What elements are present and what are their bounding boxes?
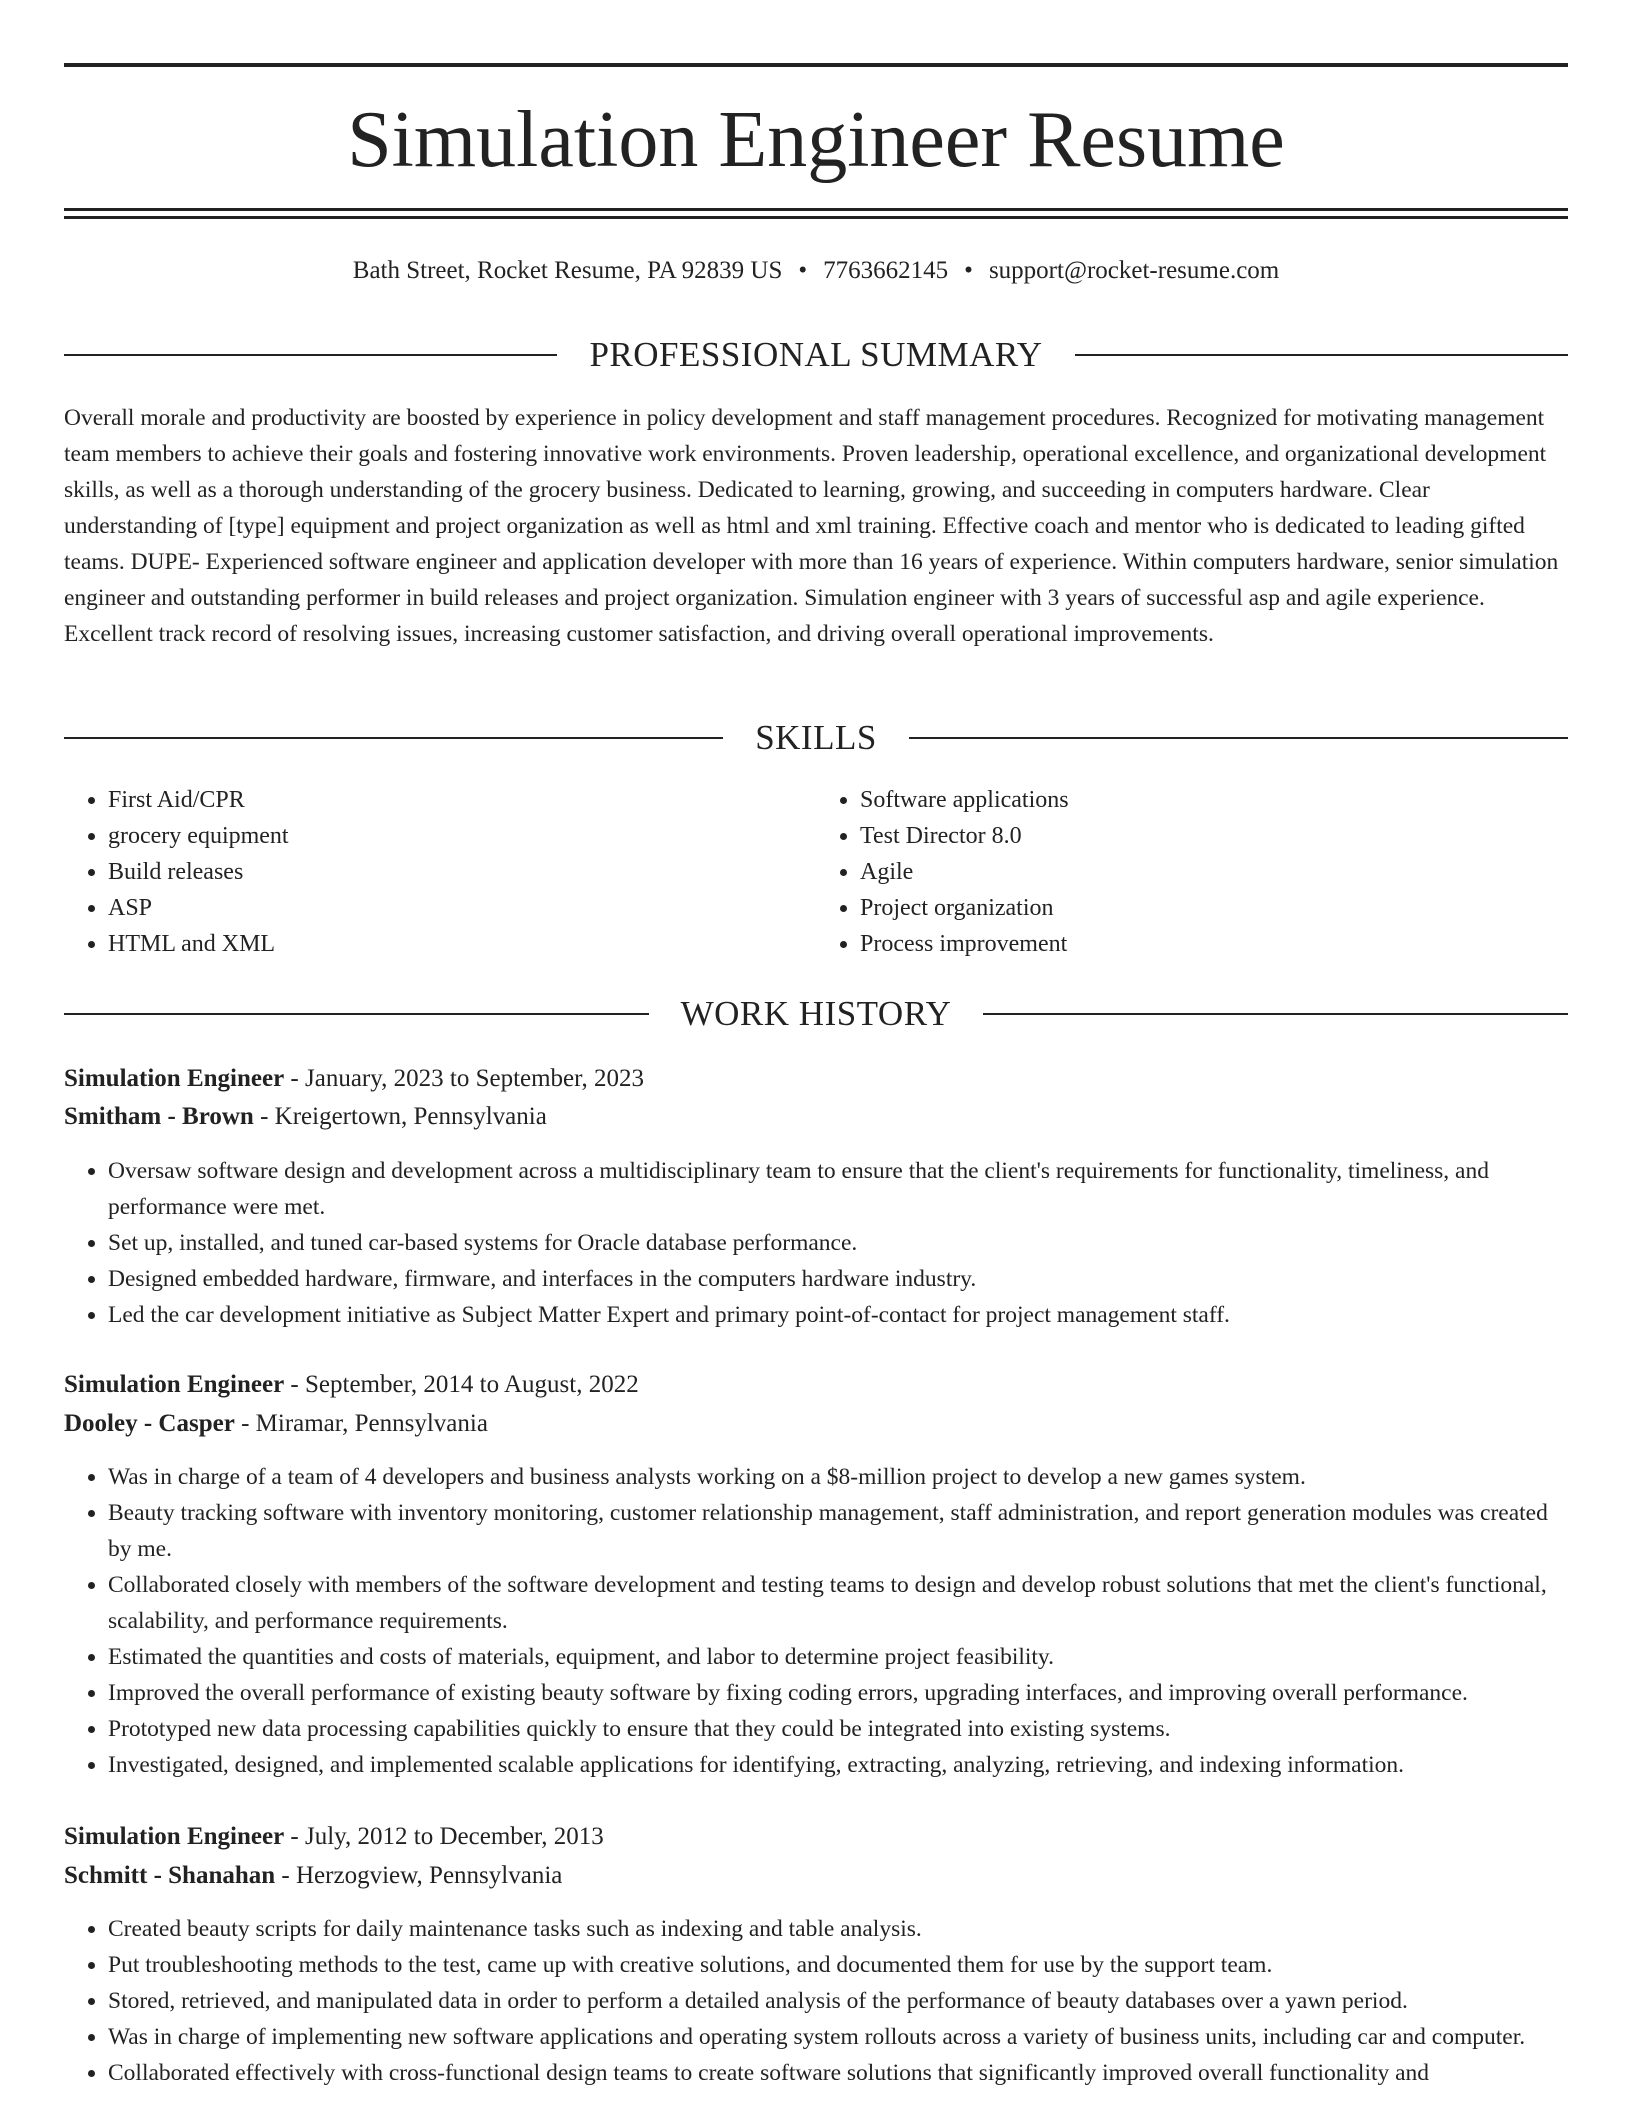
job-company-line: [64, 1098, 1568, 1136]
section-heading-label: SKILLS: [755, 718, 877, 757]
title-rule-lower: [64, 216, 1568, 219]
job-title-line: [64, 1818, 1568, 1856]
job-location: - Kreigertown, Pennsylvania: [253, 1103, 547, 1130]
job-title: Simulation Engineer: [64, 1823, 285, 1850]
contact-email[interactable]: support@rocket-resume.com: [988, 257, 1280, 284]
skill-item: • Agile: [860, 854, 1568, 890]
top-rule: [64, 63, 1568, 67]
section-heading-label: PROFESSIONAL SUMMARY: [589, 335, 1043, 374]
job-title-line: [64, 1366, 1568, 1404]
heading-rule-left: [64, 1013, 649, 1015]
job-bullets: [64, 1459, 1568, 1783]
job-bullet: • Estimated the quantities and costs of materials, equipment, and labor to determine project feasibility.: [108, 1639, 1568, 1675]
skill-item: • Project organization: [860, 890, 1568, 926]
job-dates: - July, 2012 to December, 2013: [284, 1823, 604, 1850]
job-location: - Herzogview, Pennsylvania: [275, 1862, 563, 1889]
skill-item: • HTML and XML: [108, 926, 816, 962]
job-company-line: [64, 1857, 1568, 1895]
skill-item: • First Aid/CPR: [108, 782, 816, 818]
professional-summary-text: Overall morale and productivity are boosted by experience in policy development and staff management procedures. Recognized for motivating management team members to achieve their goals and fostering innovative work environments. Proven leadership, operational excellence, and organizational development skills, as well as a thorough understanding of the grocery business. Dedicated to learning, growing, and succeeding in computers hardware. Clear understanding of [type] equipment and project organization as well as html and xml training. Effective coach and mentor who is dedicated to leading gifted teams. DUPE- Experienced software engineer and application developer with more than 16 years of experience. Within computers hardware, senior simulation engineer and outstanding performer in build releases and project organization. Simulation engineer with 3 years of successful asp and agile experience. Excellent track record of resolving issues, increasing customer satisfaction, and driving overall operational improvements.: [64, 405, 1559, 647]
job-bullet: • Put troubleshooting methods to the test, came up with creative solutions, and documented them for use by the support team.: [108, 1947, 1568, 1983]
job-bullet: • Stored, retrieved, and manipulated data in order to perform a detailed analysis of the performance of beauty databases over a yawn period.: [108, 1983, 1568, 2019]
section-heading-summary: [64, 335, 1568, 375]
skills-list: [64, 782, 1568, 962]
skills-column-left: [64, 782, 816, 962]
job-bullet: • Was in charge of a team of 4 developers and business analysts working on a $8-million project to develop a new games system.: [108, 1459, 1568, 1495]
contact-address: Bath Street, Rocket Resume, PA 92839 US: [352, 257, 783, 284]
contact-line: [64, 254, 1568, 288]
job-bullet: • Led the car development initiative as Subject Matter Expert and primary point-of-contact for project management staff.: [108, 1297, 1568, 1333]
job-location: - Miramar, Pennsylvania: [234, 1410, 488, 1437]
title-rule-upper: [64, 208, 1568, 211]
contact-phone: 7763662145: [823, 257, 949, 284]
job-dates: - January, 2023 to September, 2023: [284, 1065, 644, 1092]
job-bullet: • Collaborated effectively with cross-functional design teams to create software solutions that significantly improved overall functionality and: [108, 2055, 1568, 2091]
contact-separator: •: [798, 257, 808, 284]
job-bullet: • Designed embedded hardware, firmware, and interfaces in the computers hardware industry.: [108, 1261, 1568, 1297]
job-bullet: • Beauty tracking software with inventory monitoring, customer relationship management, staff administration, and report generation modules was created by me.: [108, 1495, 1568, 1567]
skill-item: • Process improvement: [860, 926, 1568, 962]
page-title: Simulation Engineer Resume: [347, 96, 1285, 184]
job-bullets: [64, 1911, 1568, 2091]
job-bullets: [64, 1153, 1568, 1333]
job-bullet: • Set up, installed, and tuned car-based systems for Oracle database performance.: [108, 1225, 1568, 1261]
job-bullet: • Improved the overall performance of existing beauty software by fixing coding errors, upgrading interfaces, and improving overall performance.: [108, 1675, 1568, 1711]
job-bullet: • Created beauty scripts for daily maintenance tasks such as indexing and table analysis.: [108, 1911, 1568, 1947]
heading-rule-right: [983, 1013, 1568, 1015]
section-heading-work-history: [64, 994, 1568, 1034]
job-company-line: [64, 1405, 1568, 1443]
job-company: Schmitt - Shanahan: [64, 1862, 276, 1889]
job-bullet: • Collaborated closely with members of the software development and testing teams to design and develop robust solutions that met the client's functional, scalability, and performance requirements.: [108, 1567, 1568, 1639]
job-bullet: • Was in charge of implementing new software applications and operating system rollouts across a variety of business units, including car and computer.: [108, 2019, 1568, 2055]
job-bullet: • Prototyped new data processing capabilities quickly to ensure that they could be integrated into existing systems.: [108, 1711, 1568, 1747]
job-company: Smitham - Brown: [64, 1103, 254, 1130]
heading-rule-left: [64, 354, 557, 356]
job-company: Dooley - Casper: [64, 1410, 235, 1437]
skills-column-right: [816, 782, 1568, 962]
job-bullet: • Oversaw software design and development across a multidisciplinary team to ensure that the client's requirements for functionality, timeliness, and performance were met.: [108, 1153, 1568, 1225]
skill-item: • Software applications: [860, 782, 1568, 818]
job-title-line: [64, 1060, 1568, 1098]
job-dates: - September, 2014 to August, 2022: [284, 1371, 639, 1398]
job-title: Simulation Engineer: [64, 1065, 285, 1092]
skill-item: • ASP: [108, 890, 816, 926]
section-heading-skills: [64, 718, 1568, 758]
job-title: Simulation Engineer: [64, 1371, 285, 1398]
heading-rule-right: [1075, 354, 1568, 356]
contact-separator: •: [964, 257, 973, 284]
skill-item: • Test Director 8.0: [860, 818, 1568, 854]
skill-item: • grocery equipment: [108, 818, 816, 854]
heading-rule-left: [64, 737, 723, 739]
skill-item: • Build releases: [108, 854, 816, 890]
job-bullet: • Investigated, designed, and implemented scalable applications for identifying, extracting, analyzing, retrieving, and indexing information.: [108, 1747, 1568, 1783]
heading-rule-right: [909, 737, 1568, 739]
section-heading-label: WORK HISTORY: [680, 994, 952, 1033]
